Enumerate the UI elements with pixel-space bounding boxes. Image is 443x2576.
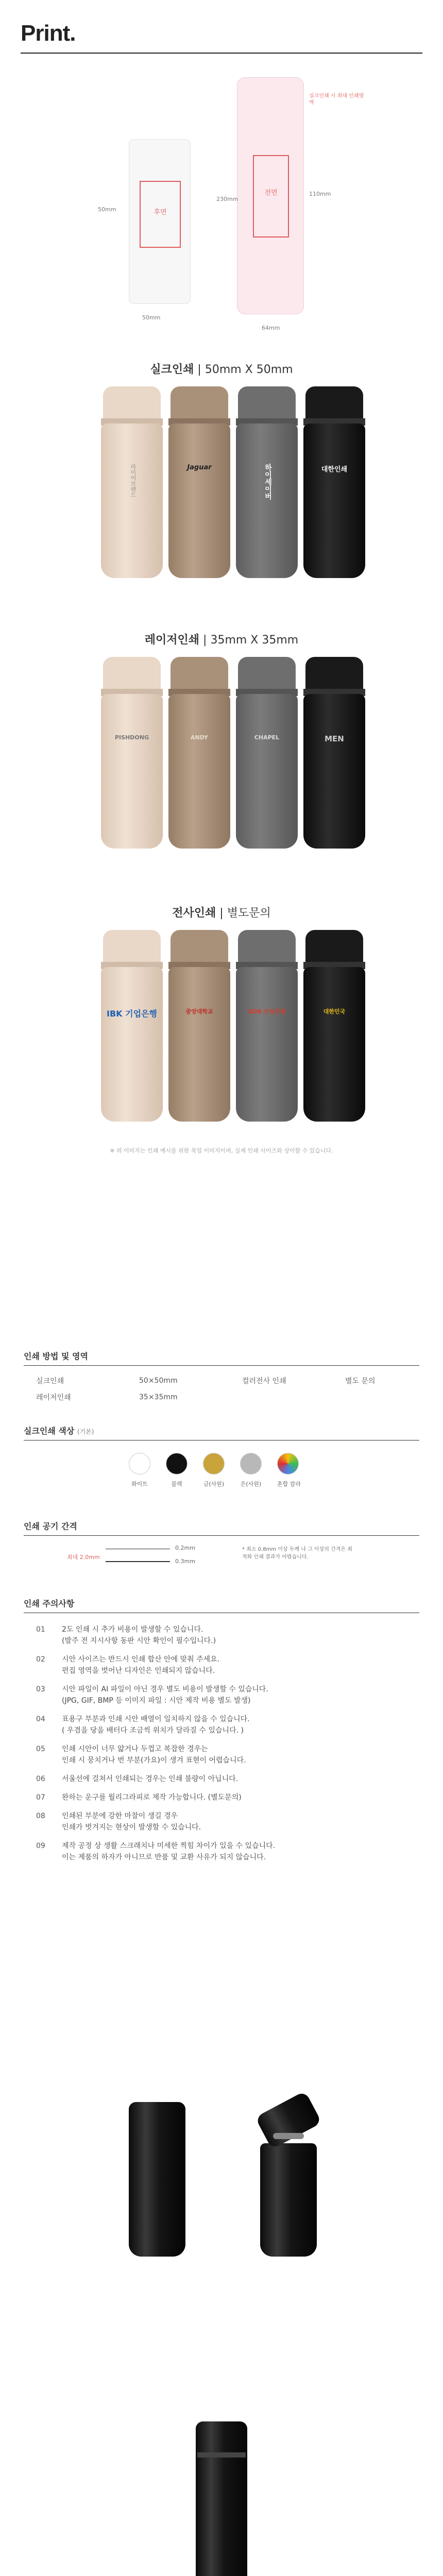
note-text: [62, 1810, 201, 1833]
print-title: Print.: [21, 21, 76, 46]
swatch-mixed: [277, 1453, 299, 1475]
spacing-note: * 최소 0.8mm 이상 두께 나 그 이상의 간격은 최적화 인쇄 결과가 어렵습니다.: [242, 1547, 352, 1560]
list-item: [36, 1840, 397, 1863]
swatch-item: [129, 1453, 150, 1488]
swatch-label: 블랙: [171, 1481, 182, 1487]
note-text: [62, 1773, 238, 1785]
right-dim-label: 110mm: [309, 191, 331, 197]
list-item: [36, 1654, 397, 1676]
black-lid-open: [255, 2091, 322, 2149]
tumbler-body: [168, 423, 230, 578]
tumbler-gray: [236, 657, 298, 853]
spacing-left-label: 최대 2.0mm: [67, 1554, 100, 1561]
tumbler-cream: [101, 657, 163, 853]
table-row: [36, 1372, 407, 1389]
spec-cell: [242, 1389, 345, 1405]
front-label: 전면: [264, 189, 278, 197]
overall-width-label: 64mm: [262, 325, 280, 331]
table-row: [36, 1389, 407, 1405]
list-item: [36, 1684, 397, 1706]
spec-cell: [345, 1389, 407, 1405]
heat-title-rest: | 별도문의: [216, 907, 271, 920]
swatch-gold: [203, 1453, 225, 1475]
swatch-black: [166, 1453, 188, 1475]
tumbler-body: [236, 694, 298, 849]
laser-logo-1: PISHDONG: [115, 734, 149, 741]
spec-cell: 35×35mm: [139, 1393, 178, 1401]
notes-title: 인쇄 주의사항: [24, 1599, 75, 1608]
tall-bottle: [0, 2421, 443, 2576]
laser-logo-3: CHAPEL: [254, 734, 280, 741]
colors-title-text: 실크인쇄 색상: [24, 1426, 75, 1436]
note-number: 08: [36, 1812, 45, 1820]
swatch-label: 화이트: [131, 1481, 148, 1487]
spacing-line-2: [106, 1561, 170, 1562]
top-note: 실크인쇄 시 최대 인쇄영역: [309, 93, 364, 106]
notes-list: [36, 1624, 397, 1870]
color-swatches: [129, 1453, 301, 1488]
tumbler-body: [168, 694, 230, 849]
tumbler-body: [303, 967, 365, 1122]
tumbler-black: [303, 657, 365, 853]
note-line: 인쇄 시안이 너무 얇거나 두껍고 복잡한 경우는: [62, 1745, 208, 1753]
left-dim-label: 50mm: [98, 206, 116, 213]
tumbler-brown: [168, 930, 230, 1126]
note-line: 편집 영역을 벗어난 디자인은 인쇄되지 않습니다.: [62, 1667, 215, 1675]
note-number: 02: [36, 1655, 45, 1664]
note-text: [62, 1743, 246, 1766]
list-item: [36, 1714, 397, 1736]
heat-title-bold: 전사인쇄: [172, 907, 216, 920]
tumbler-gray: [236, 930, 298, 1126]
heat-note: ※ 위 이미지는 인쇄 예시를 위한 목업 이미지이며, 실제 인쇄 사이즈와 상이할 수 있습니다.: [110, 1147, 333, 1154]
note-number: 06: [36, 1775, 45, 1783]
tumbler-body: [236, 967, 298, 1122]
overall-height-label: 230mm: [216, 196, 238, 202]
tumbler-body: [101, 694, 163, 849]
spacing-rule: [24, 1535, 419, 1536]
tumbler-body: [101, 967, 163, 1122]
spec-cell: 레이저인쇄: [36, 1394, 71, 1402]
note-line: ( 우겸을 당을 배터다 조금씩 위치가 달라질 수 있습니다. ): [62, 1726, 244, 1735]
note-line: 표용구 부분과 인쇄 시안 배열이 일치하지 않을 수 있습니다.: [62, 1715, 250, 1723]
list-item: [36, 1792, 397, 1803]
header-rule: [21, 53, 422, 54]
spec-table: [36, 1372, 407, 1405]
silk-logo-2: Jaguar: [187, 464, 212, 471]
colors-title-note: (기본): [77, 1428, 94, 1435]
swatch-white: [129, 1453, 150, 1475]
note-line: 2도 인쇄 시 추가 비용이 발생할 수 있습니다.: [62, 1625, 203, 1634]
silk-logo-4: 대한인쇄: [321, 466, 348, 473]
laser-row: [0, 657, 443, 863]
note-text: [62, 1792, 242, 1803]
swatch-item: [277, 1453, 301, 1488]
note-text: [62, 1840, 275, 1863]
tumbler-body: [168, 967, 230, 1122]
note-line: 제작 공정 상 생활 스크래치나 미세한 찍힘 차이가 있을 수 있습니다.: [62, 1842, 276, 1850]
heat-logo-1: IBK 기업은행: [107, 1009, 157, 1019]
tumbler-brown: [168, 657, 230, 853]
diagram-tumbler-front: [237, 77, 304, 314]
note-line: 완하는 운구를 월리그라피로 제작 가능합니다. (별도문의): [62, 1793, 242, 1802]
tumbler-gray: [236, 386, 298, 582]
front-print-box: [253, 155, 289, 238]
note-line: 시안 파일이 AI 파일이 아닌 경우 별도 비용이 발생할 수 있습니다.: [62, 1685, 268, 1693]
tumbler-black: [303, 930, 365, 1126]
tumbler-body: [303, 694, 365, 849]
tumbler-brown: [168, 386, 230, 582]
heat-row: [0, 930, 443, 1136]
tumbler-cream: [101, 930, 163, 1126]
lid-seal: [273, 2133, 304, 2139]
note-text: [62, 1684, 268, 1706]
spec-cell: 컬러전사 인쇄: [242, 1377, 286, 1385]
colors-title: [24, 1425, 94, 1436]
bottom-dim-label: 50mm: [142, 314, 161, 321]
silk-logo-3: 하이세이버: [264, 464, 272, 500]
spacing-t2: 0.3mm: [175, 1558, 195, 1565]
note-line: 시안 사이즈는 반드시 인쇄 합산 안에 맞춰 주세요.: [62, 1655, 220, 1664]
swatch-label: 금(사원): [203, 1481, 225, 1487]
black-tumbler-tall: [196, 2421, 247, 2576]
tumbler-black: [303, 386, 365, 582]
list-item: [36, 1810, 397, 1833]
tumbler-cream: [101, 386, 163, 582]
print-area-diagram: [0, 72, 443, 340]
silk-logo-1: 라이어브랜드: [130, 464, 137, 498]
swatch-label: 혼합 칼라: [277, 1481, 301, 1487]
tumbler-band: [197, 2452, 246, 2458]
note-line: 인쇄된 부분에 강한 마찰이 생길 경우: [62, 1812, 178, 1820]
laser-logo-2: ANDY: [190, 734, 208, 741]
heat-logo-4: 대한민국: [323, 1008, 346, 1015]
spacing-title: 인쇄 공기 간격: [24, 1521, 77, 1531]
spec-cell: 실크인쇄: [36, 1377, 64, 1385]
note-line: 인쇄 시 뭉치거나 번 부분(가요)이 생겨 표현이 어렵습니다.: [62, 1756, 246, 1765]
note-line: 서울선에 걸쳐서 인쇄되는 경우는 인쇄 불량이 아닙니다.: [62, 1775, 238, 1783]
list-item: [36, 1624, 397, 1647]
heat-logo-3: KDB 산업은행: [248, 1008, 286, 1015]
tumbler-body: [101, 423, 163, 578]
heat-title: [0, 904, 443, 920]
tumbler-body: [303, 423, 365, 578]
black-tumbler-closed: [129, 2102, 185, 2257]
note-number: 03: [36, 1685, 45, 1693]
note-text: [62, 1624, 216, 1647]
spec-title: 인쇄 방법 및 영역: [24, 1351, 88, 1361]
laser-logo-4: MEN: [325, 734, 344, 743]
print-area-box: [140, 181, 181, 248]
note-number: 05: [36, 1745, 45, 1753]
laser-title: [0, 631, 443, 647]
silk-row: [0, 386, 443, 592]
swatch-item: [166, 1453, 188, 1488]
black-photo-row: [0, 2081, 443, 2318]
list-item: [36, 1743, 397, 1766]
spec-cell: 별도 문의: [345, 1377, 376, 1385]
note-line: 인쇄가 벗겨지는 현상이 발생할 수 있습니다.: [62, 1823, 201, 1832]
note-text: [62, 1654, 219, 1676]
spacing-t1: 0.2mm: [175, 1545, 195, 1551]
note-text: [62, 1714, 250, 1736]
tumbler-body: [236, 423, 298, 578]
list-item: [36, 1773, 397, 1785]
note-number: 01: [36, 1625, 45, 1634]
swatch-item: [240, 1453, 262, 1488]
laser-title-rest: | 35mm X 35mm: [199, 634, 299, 647]
swatch-label: 은(사원): [240, 1481, 262, 1487]
diagram-tumbler-back: [129, 139, 191, 304]
note-number: 04: [36, 1715, 45, 1723]
note-number: 07: [36, 1793, 45, 1802]
note-line: (발주 전 지시사항 동판 시안 확인이 필수입니다.): [62, 1637, 216, 1645]
silk-title-rest: | 50mm X 50mm: [194, 363, 293, 376]
black-tumbler-open: [260, 2143, 317, 2257]
silk-title-bold: 실크인쇄: [150, 363, 194, 376]
laser-title-bold: 레이저인쇄: [144, 634, 200, 647]
swatch-silver: [240, 1453, 262, 1475]
note-line: (JPG, GIF, BMP 등 이미지 파일 : 시안 제작 비용 별도 발생): [62, 1697, 251, 1705]
back-label: 후면: [154, 209, 167, 216]
heat-logo-2: 중앙대학교: [185, 1008, 213, 1015]
silk-title: [0, 361, 443, 377]
spec-cell: 50×50mm: [139, 1377, 178, 1385]
swatch-item: [203, 1453, 225, 1488]
note-number: 09: [36, 1842, 45, 1850]
spec-rule: [24, 1365, 419, 1366]
note-line: 이는 제품의 하자가 아니므로 반품 및 교환 사유가 되지 않습니다.: [62, 1853, 266, 1861]
